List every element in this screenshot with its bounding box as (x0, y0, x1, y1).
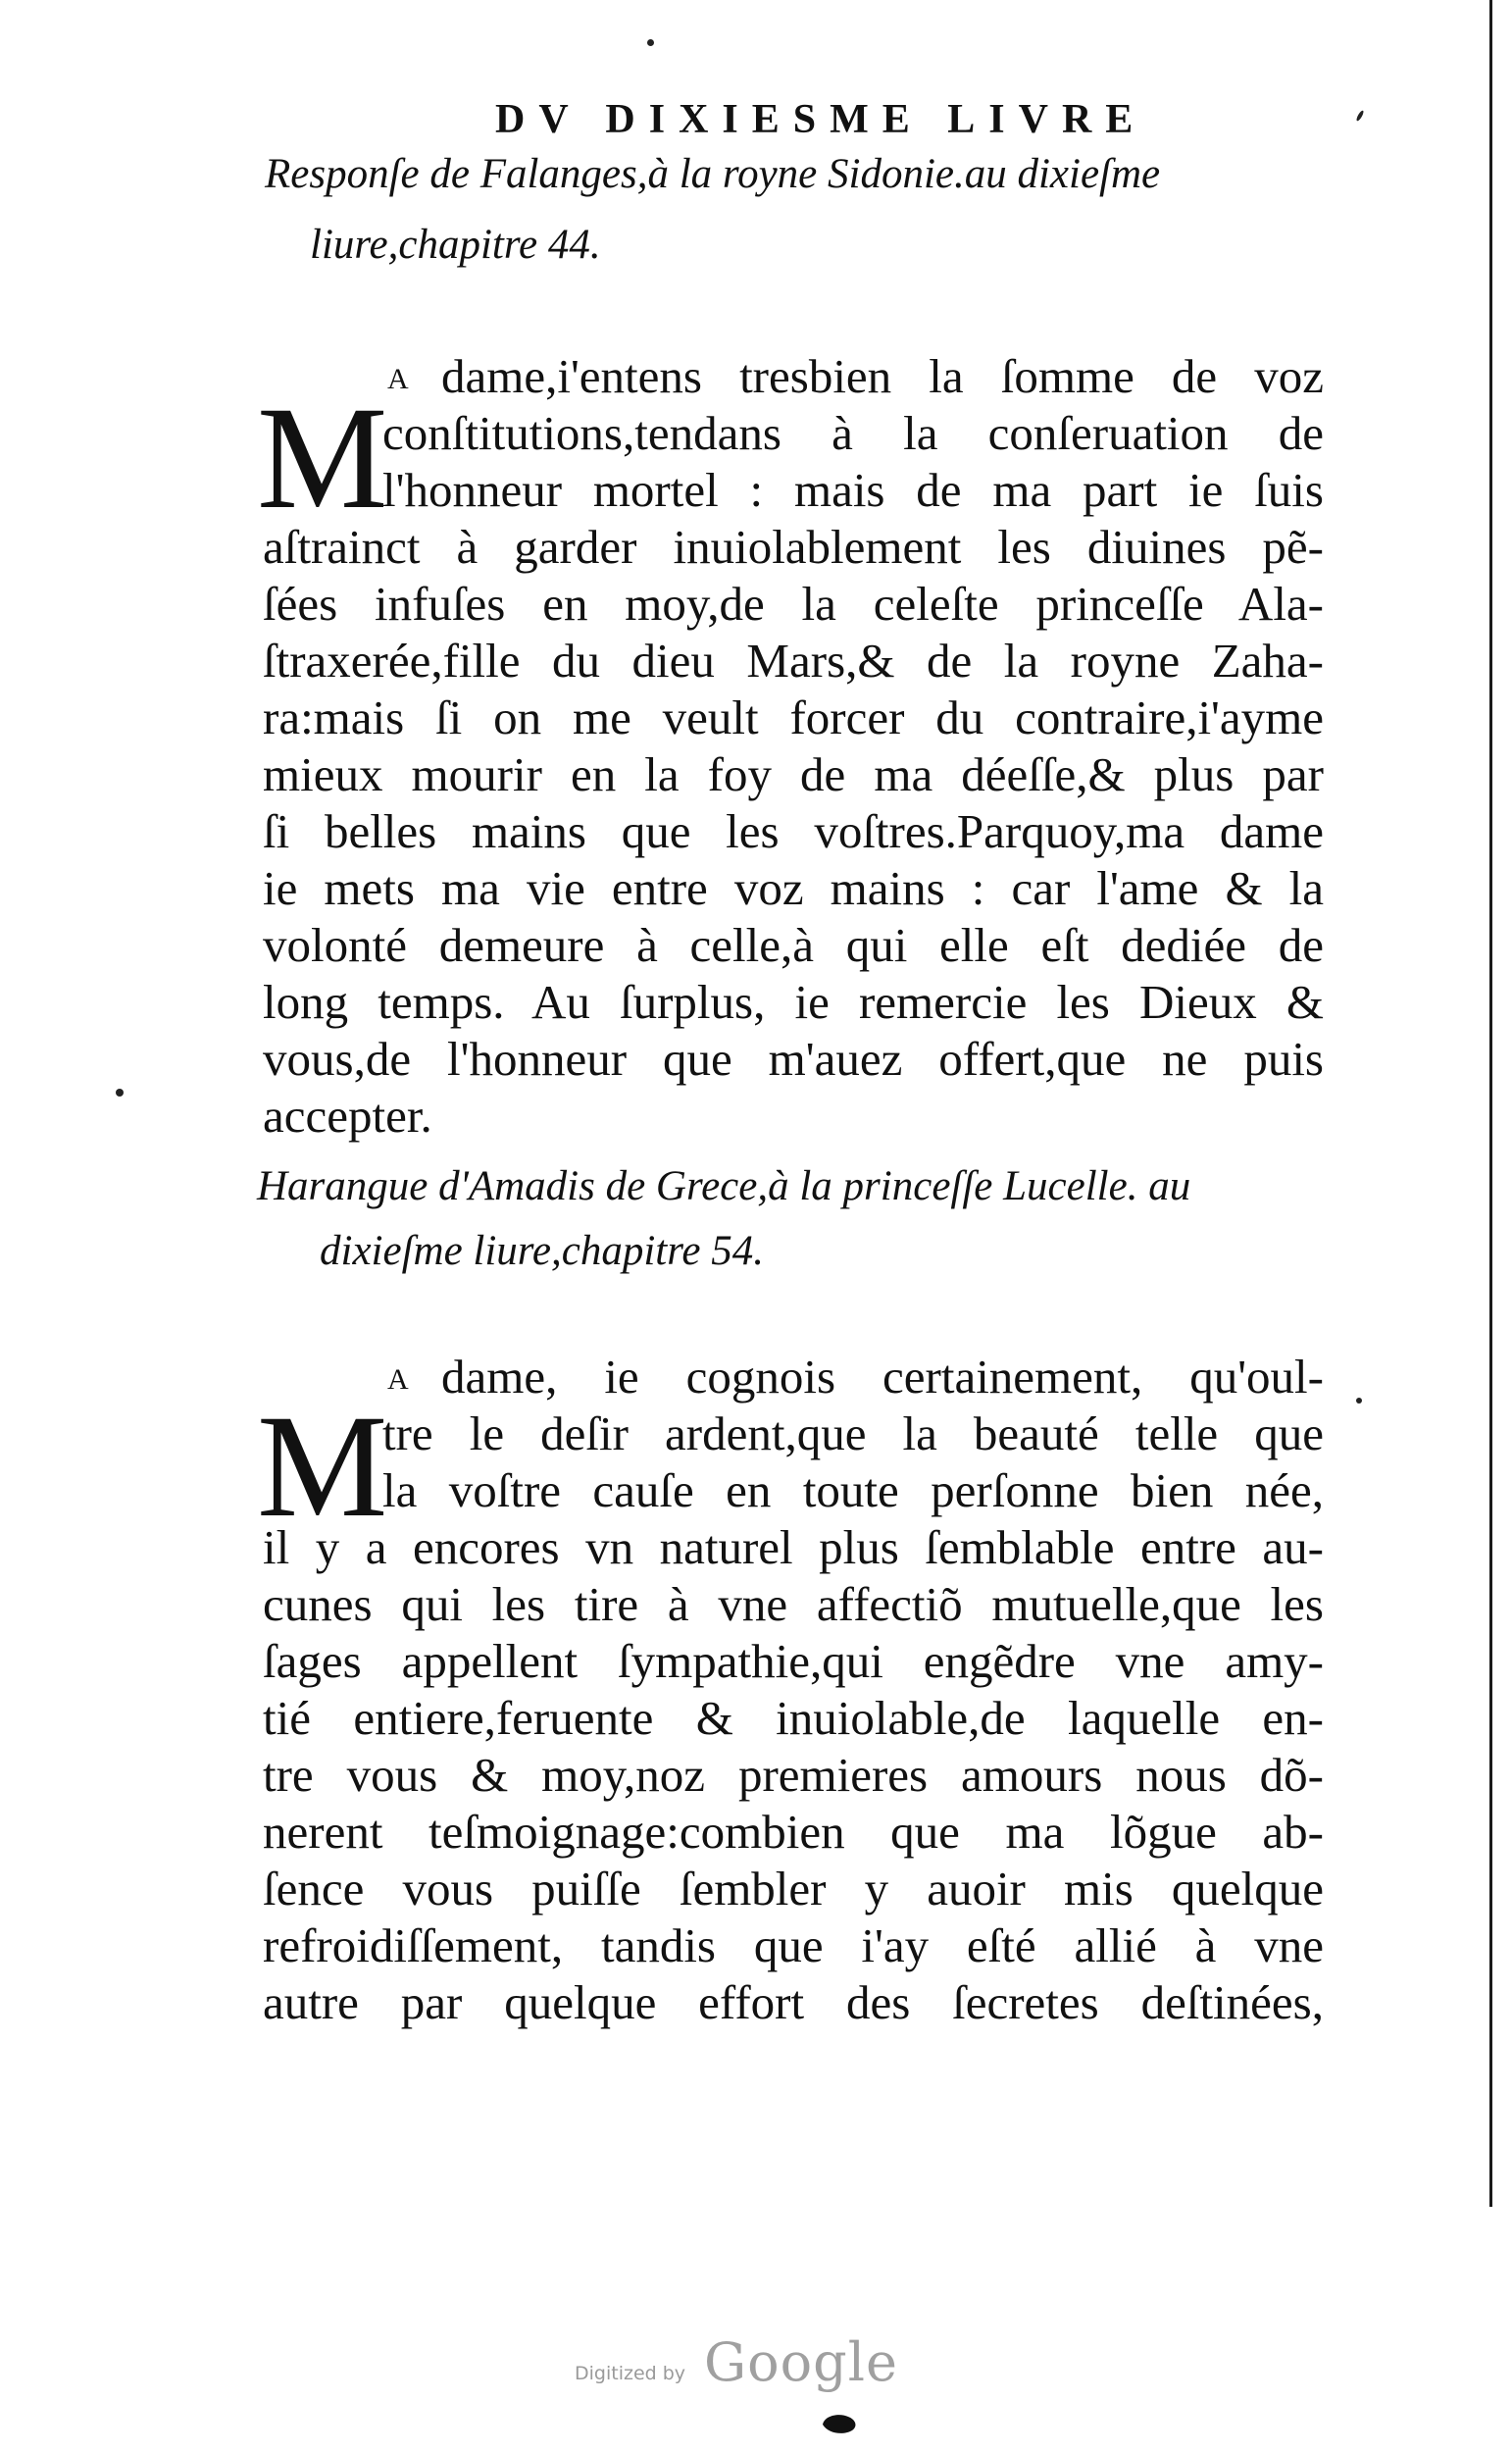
text-line: ſages appellent ſympathie,qui engẽdre vne amy- (263, 1634, 1324, 1688)
text-line: mieux mourir en la foy de ma déeſſe,& plus par (263, 747, 1324, 801)
text-line: long temps. Au ſurplus, ie remercie les Dieux & (263, 975, 1324, 1029)
lead-letter: A (387, 1363, 411, 1396)
google-logo-text: Google (704, 2331, 898, 2393)
digitized-by-label: Digitized by (575, 2363, 686, 2384)
ink-speck (647, 39, 654, 46)
ink-speck (1356, 1398, 1362, 1404)
text-line: ſence vous puiſſe ſembler y auoir mis quelque (263, 1862, 1324, 1916)
ink-speck (1355, 110, 1364, 122)
section-title-line: Harangue d'Amadis de Grece,à la princeſſe Lucelle. au (257, 1163, 1191, 1209)
text-line: conſtitutions,tendans à la conſeruation de (382, 406, 1324, 460)
ink-blot-icon (819, 2411, 860, 2436)
text-line: refroidiſſement, tandis que i'ay eſté allié à vne (263, 1918, 1324, 1972)
text-line: volonté demeure à celle,à qui elle eſt dediée de (263, 918, 1324, 972)
running-head: DV DIXIESME LIVRE (495, 97, 1147, 142)
text-line: nerent teſmoignage:combien que ma lõgue ab- (263, 1805, 1324, 1859)
text-line: l'honneur mortel : mais de ma part ie ſuis (382, 463, 1324, 517)
text-line: ſtraxerée,fille du dieu Mars,& de la royne Zaha- (263, 634, 1324, 688)
section-title-line: liure,chapitre 44. (310, 222, 601, 268)
text-line: ie mets ma vie entre voz mains : car l'ame & la (263, 861, 1324, 915)
text-line: tié entiere,feruente & inuiolable,de laquelle en- (263, 1691, 1324, 1745)
lead-letter: A (387, 363, 411, 395)
text-line: tre le deſir ardent,que la beauté telle que (382, 1406, 1324, 1460)
text-line: dame,i'entens tresbien la ſomme de voz (441, 349, 1324, 403)
section-title-line: dixieſme liure,chapitre 54. (320, 1228, 764, 1274)
text-line: il y a encores vn naturel plus ſemblable entre au- (263, 1520, 1324, 1574)
text-line: accepter. (263, 1089, 432, 1143)
page-edge-rule (1489, 0, 1492, 2207)
drop-cap: M (257, 377, 388, 539)
digitized-by-google-watermark (559, 2329, 912, 2398)
ink-speck (116, 1089, 124, 1097)
text-line: ra:mais ſi on me veult forcer du contraire,i'ayme (263, 690, 1324, 744)
text-line: dame, ie cognois certainement, qu'oul- (441, 1350, 1324, 1404)
text-line: autre par quelque effort des ſecretes deſtinées, (263, 1975, 1324, 2029)
section-title-line: Responſe de Falanges,à la royne Sidonie.au dixieſme (265, 151, 1161, 197)
text-line: la voſtre cauſe en toute perſonne bien née, (382, 1463, 1324, 1517)
text-line: vous,de l'honneur que m'auez offert,que ne puis (263, 1032, 1324, 1086)
text-line: aſtrainct à garder inuiolablement les diuines pẽ- (263, 520, 1324, 574)
drop-cap: M (257, 1385, 388, 1548)
text-line: ſées infuſes en moy,de la celeſte princeſſe Ala- (263, 577, 1324, 631)
text-line: cunes qui les tire à vne affectiõ mutuelle,que les (263, 1577, 1324, 1631)
text-line: ſi belles mains que les voſtres.Parquoy,ma dame (263, 804, 1324, 858)
text-line: tre vous & moy,noz premieres amours nous dõ- (263, 1748, 1324, 1802)
